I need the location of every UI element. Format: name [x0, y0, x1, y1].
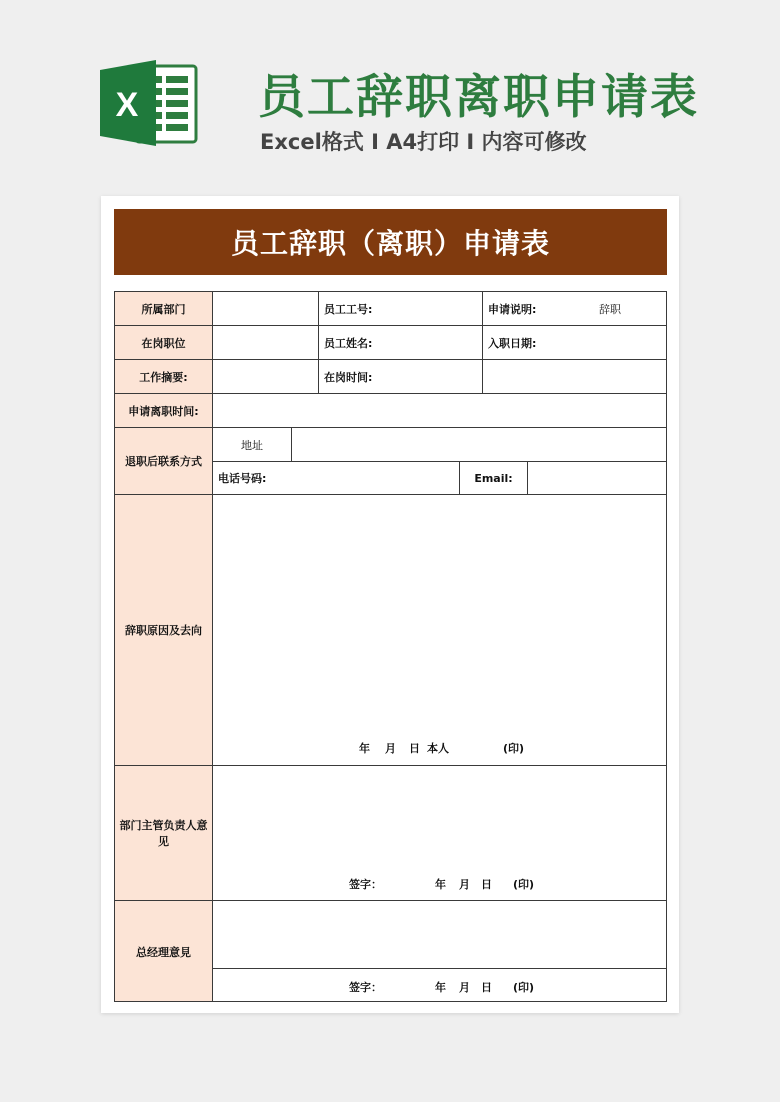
dept-field[interactable]	[212, 291, 318, 325]
contact-label: 退职后联系方式	[114, 427, 212, 494]
work-summary-field[interactable]	[212, 359, 318, 393]
header	[0, 0, 780, 190]
manager-seal: (印)	[513, 878, 535, 891]
manager-opinion-field[interactable]	[212, 765, 667, 900]
gm-year: 年	[435, 981, 446, 994]
tenure-value-field[interactable]	[482, 359, 667, 393]
logo-letter: X	[115, 86, 139, 124]
gm-opinion-field[interactable]	[212, 900, 667, 968]
employee-name-field[interactable]: 员工姓名:	[318, 325, 482, 359]
reason-type-field[interactable]	[482, 291, 667, 325]
reason-day: 日	[409, 742, 420, 755]
dept-label: 所属部门	[114, 291, 212, 325]
reason-type-value: 辞职	[599, 302, 621, 316]
gm-opinion-label: 总经理意見	[114, 900, 212, 1002]
manager-sign: 签字：	[349, 878, 382, 891]
email-field[interactable]	[527, 461, 667, 494]
join-date-field[interactable]: 入职日期:	[482, 325, 667, 359]
address-field[interactable]	[291, 427, 667, 461]
form-title: 员工辞职（离职）申请表	[114, 209, 667, 275]
gm-month: 月	[459, 981, 470, 994]
employee-number-field[interactable]: 员工工号:	[318, 291, 482, 325]
leave-date-label: 申请离职时间:	[114, 393, 212, 427]
page-subtitle: Excel格式 I A4打印 I 内容可修改	[260, 130, 587, 154]
gm-sign-row	[212, 968, 667, 1002]
phone-field[interactable]: 电话号码:	[212, 461, 459, 494]
manager-day: 日	[481, 878, 492, 891]
work-summary-label: 工作摘要:	[114, 359, 212, 393]
reason-year: 年	[359, 742, 370, 755]
application-form	[114, 291, 667, 1002]
reason-type-label: 申请说明:	[488, 302, 537, 316]
tenure-field[interactable]: 在岗时间:	[318, 359, 482, 393]
position-label: 在岗职位	[114, 325, 212, 359]
address-label: 地址	[212, 427, 291, 461]
manager-year: 年	[435, 878, 446, 891]
manager-opinion-label: 部门主管负责人意见	[114, 765, 212, 900]
reason-month: 月	[385, 742, 396, 755]
manager-month: 月	[459, 878, 470, 891]
page-title: 员工辞职离职申请表	[258, 70, 699, 125]
reason-self: 本人	[427, 742, 449, 755]
gm-seal: (印)	[513, 981, 535, 994]
excel-icon	[100, 58, 200, 148]
email-label: Email:	[459, 461, 527, 494]
gm-day: 日	[481, 981, 492, 994]
leave-date-field[interactable]	[212, 393, 667, 427]
reason-seal: (印)	[503, 742, 525, 755]
position-field[interactable]	[212, 325, 318, 359]
reason-field[interactable]	[212, 494, 667, 765]
gm-sign: 签字：	[349, 981, 382, 994]
reason-label: 辞职原因及去向	[114, 494, 212, 765]
